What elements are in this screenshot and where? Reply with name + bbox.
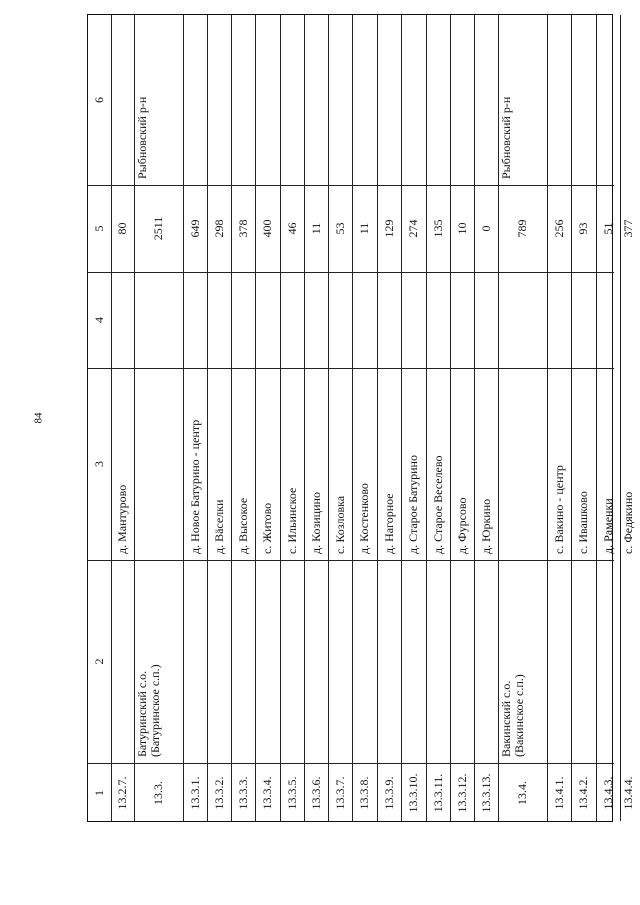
settlement-name: д. Старое Батурино [406, 455, 420, 554]
population-value: 378 [235, 219, 250, 238]
column-divider [88, 185, 614, 186]
column-number-header: 3 [92, 461, 106, 467]
row-number: 13.3.12. [454, 773, 469, 813]
population-value: 377 [621, 219, 635, 238]
population-value: 0 [478, 225, 493, 232]
population-value: 80 [115, 222, 129, 235]
settlement-name: д. Вäселки [211, 499, 226, 554]
settlement-name: с. Ивашково [576, 491, 590, 554]
district-name: Рыбновский р-н [135, 96, 149, 179]
population-value: 53 [332, 222, 347, 235]
row-number: 13.3.4. [260, 776, 274, 810]
row-number: 13.3.7. [332, 776, 347, 810]
row-divider [111, 15, 112, 821]
settlement-table [87, 14, 635, 822]
row-divider [377, 15, 378, 821]
settlement-name: д. Юркино [478, 498, 493, 554]
row-divider [280, 15, 281, 821]
row-number: 13.3. [151, 781, 165, 805]
row-number: 13.3.10. [406, 773, 420, 813]
population-value: 2511 [151, 216, 165, 241]
column-number-header: 5 [92, 225, 106, 232]
row-number: 13.4.3. [600, 776, 615, 810]
row-divider [401, 15, 402, 821]
row-divider [620, 15, 621, 821]
row-divider [450, 15, 451, 821]
page-number: 84 [32, 412, 45, 424]
row-number: 13.3.5. [284, 776, 299, 810]
row-number: 13.3.9. [381, 776, 396, 810]
row-number: 13.4.4. [621, 776, 635, 810]
column-number-header: 6 [92, 97, 106, 103]
row-divider [352, 15, 353, 821]
population-value: 93 [576, 222, 590, 235]
district-name: Рыбновский р-н [499, 96, 513, 179]
settlement-name: д. Мантурово [115, 484, 129, 554]
settlement-name: д. Костенково [357, 483, 371, 554]
population-value: 400 [260, 219, 274, 238]
settlement-name: д. Новое Батурино - центр [187, 419, 202, 554]
population-value: 135 [430, 219, 445, 238]
row-number: 13.4.2. [576, 776, 590, 810]
row-number: 13.3.2. [211, 776, 226, 810]
column-divider [88, 763, 614, 764]
row-divider [328, 15, 329, 821]
column-divider [88, 272, 614, 273]
row-number: 13.3.11. [430, 773, 445, 813]
settlement-name: д. Высокое [235, 497, 250, 554]
row-number: 13.3.1. [187, 776, 202, 810]
admin-unit: Батуринский с.о. (Батуринское с.п.) [135, 664, 162, 757]
row-divider [231, 15, 232, 821]
row-divider [426, 15, 427, 821]
column-number-header: 4 [92, 317, 106, 323]
population-value: 11 [357, 222, 371, 235]
settlement-name: с. Вакино - центр [551, 465, 566, 554]
column-divider [88, 560, 614, 561]
settlement-name: с. Житово [260, 502, 274, 554]
column-number-header: 2 [92, 658, 106, 665]
population-value: 274 [406, 219, 420, 238]
population-value: 129 [381, 219, 396, 238]
row-divider [255, 15, 256, 821]
population-value: 256 [551, 219, 566, 238]
population-value: 298 [211, 219, 226, 238]
row-divider [596, 15, 597, 821]
settlement-name: д. Нагорное [381, 493, 396, 554]
population-value: 10 [454, 222, 469, 235]
row-divider [571, 15, 572, 821]
column-number-header: 1 [92, 790, 106, 796]
row-number: 13.4.1. [551, 776, 566, 810]
row-number: 13.2.7. [115, 776, 129, 810]
row-number: 13.3.3. [235, 776, 250, 810]
row-divider [547, 15, 548, 821]
row-divider [183, 15, 184, 821]
row-number: 13.4. [515, 781, 529, 805]
settlement-name: д. Фурсово [454, 497, 469, 554]
population-value: 11 [308, 222, 323, 235]
settlement-name: с. Ильинское [284, 487, 299, 554]
row-number: 13.3.6. [308, 776, 323, 810]
row-divider [207, 15, 208, 821]
settlement-name: д. Старое Веселево [430, 455, 445, 554]
column-divider [88, 368, 614, 369]
settlement-name: с. Федякино [621, 491, 635, 554]
settlement-name: д. Козицино [308, 492, 323, 554]
settlement-name: с. Козловка [332, 495, 347, 554]
population-value: 46 [284, 222, 299, 235]
population-value: 649 [187, 219, 202, 238]
row-number: 13.3.8. [357, 776, 371, 810]
population-value: 51 [600, 222, 615, 235]
admin-unit: Вакинский с.о. (Вакинское с.п.) [499, 674, 526, 757]
population-value: 789 [515, 219, 529, 238]
row-divider [304, 15, 305, 821]
row-divider [474, 15, 475, 821]
settlement-name: д. Раменки [600, 498, 615, 554]
row-number: 13.3.13. [478, 773, 493, 813]
